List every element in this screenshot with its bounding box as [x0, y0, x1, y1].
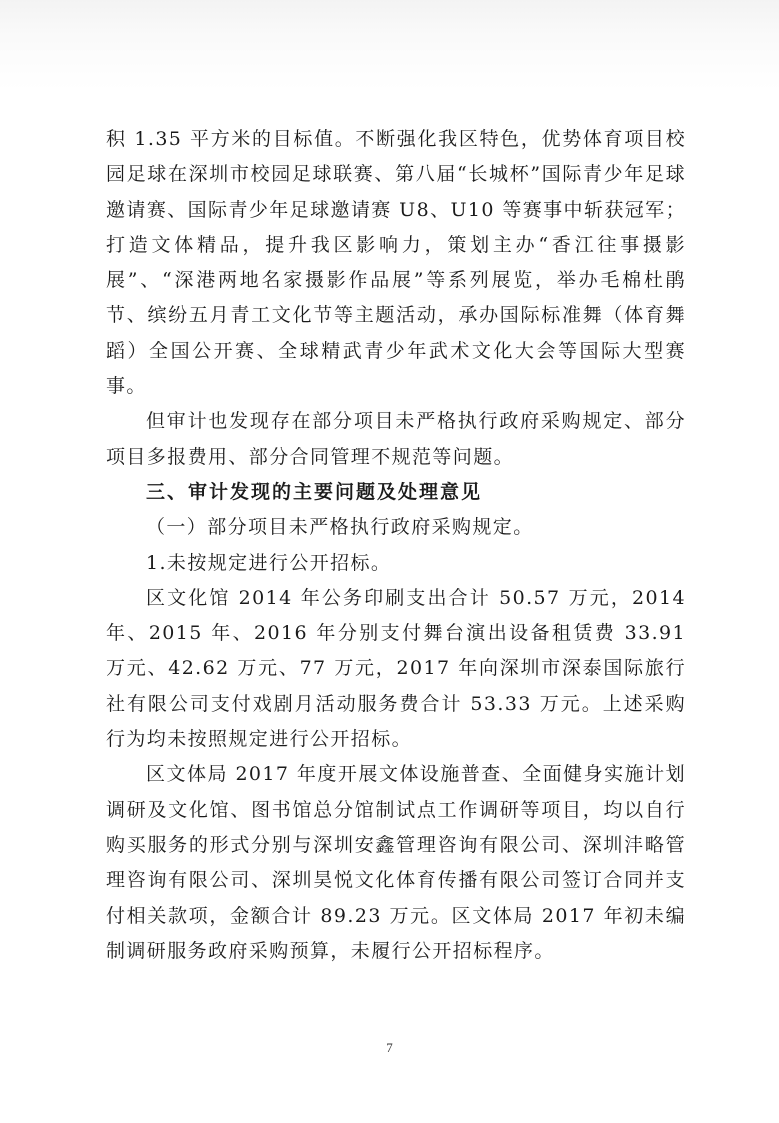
document-body [106, 122, 686, 969]
scan-shadow [0, 0, 779, 90]
paragraph-audit-issues: 但审计也发现存在部分项目未严格执行政府采购规定、部分项目多报费用、部分合同管理不规范等问题。 [106, 410, 686, 468]
paragraph-continued: 积 1.35 平方米的目标值。不断强化我区特色，优势体育项目校园足球在深圳市校园足球联赛、第八届“长城杯”国际青少年足球邀请赛、国际青少年足球邀请赛 U8、U10 等赛事中斩获冠军；打造文体精品，提升我区影响力，策划主办“香江往事摄影展”、“深港两地名家摄影作品展”等系列展览，举办毛棉杜鹃节、缤纷五月青工文化节等主题活动，承办国际标准舞（体育舞蹈）全国公开赛、全球精武青少年武术文化大会等国际大型赛事。 [106, 128, 686, 398]
item-heading: 1.未按规定进行公开招标。 [146, 551, 392, 574]
paragraph-culture-sports-bureau: 区文体局 2017 年度开展文体设施普查、全面健身实施计划调研及文化馆、图书馆总分馆制试点工作调研等项目，均以自行购买服务的形式分别与深圳安鑫管理咨询有限公司、深圳沣略管理咨询有限公司、深圳昊悦文化体育传播有限公司签订合同并支付相关款项，金额合计 89.23 万元。区文体局 2017 年初未编制调研服务政府采购预算，未履行公开招标程序。 [106, 763, 686, 962]
page-number: 7 [386, 1040, 393, 1055]
section-heading: 三、审计发现的主要问题及处理意见 [146, 480, 483, 503]
paragraph-cultural-center: 区文化馆 2014 年公务印刷支出合计 50.57 万元，2014 年、2015 年、2016 年分别支付舞台演出设备租赁费 33.91 万元、42.62 万元、77 万元，2017 年向深圳市深泰国际旅行社有限公司支付戏剧月活动服务费合计 53.33 万元。上述采购行为均未按照规定进行公开招标。 [106, 586, 686, 751]
subsection-heading: （一）部分项目未严格执行政府采购规定。 [146, 516, 534, 539]
